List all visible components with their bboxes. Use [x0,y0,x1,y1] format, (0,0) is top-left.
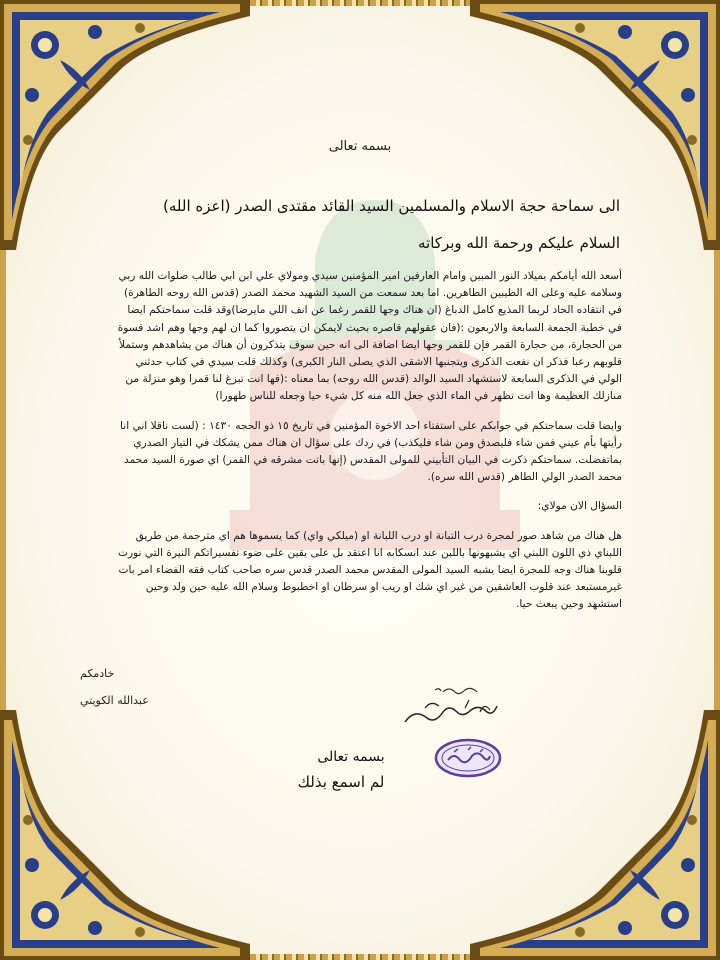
ornament-corner-bottom-right [470,710,720,960]
official-seal [434,738,502,778]
handwritten-signature [395,678,505,733]
frame-bottom-edge [250,954,470,960]
letter-addressee: الى سماحة حجة الاسلام والمسلمين السيد القائد مقتدى الصدر (اعزه الله) [163,197,620,215]
reply-text: لم اسمع بذلك [297,773,385,791]
letter-greeting: السلام عليكم ورحمة الله وبركاته [418,234,620,252]
body-paragraph: أسعد الله أيامكم بميلاد النور المبين وامام العارفين امير المؤمنين سيدي ومولاي علي ابن ابي طالب صلوات الله ربي وسلامه عليه وعلى اله الطيبين الطاهرين. اما بعد سمعت من السيد الشهيد محمد الصدر (قدس الله روحه الطاهرة) في انتقاده الحاد لربما المذيع كامل الدباغ (ان هناك وجها للقمر رغما عن انف اللي مايرضا)وقد قلت سماحتكم ايضا في خطبة الجمعة السابعة والاربعون :(فان عقولهم قاصره بحيث لايمكن ان يتصوروا كما ان لهم وجها وهم اشد قسوة من الحجارة، من حجارة القمر فإن للقمر وجها ايضا اضافة الى انه حين سوف يتذكرون أن هناك من يشاهدهم وستملأ قلوبهم رعبا فذكر ان نفعت الذكرى ويتجنبها الاشقى الذي يصلى النار الكبرى) وكذلك قلت سيدي في كتاب حدثني الولي في الذكرى السابعة لاستشهاد السيد الوالد (قدس الله روحه) بما معناه :(فها انت تبزغ لنا قمرا وهو منزلة من منازلك العظيمة وها انت تظهر في الماء الذي جعل الله منه كل شيء حيا وجعله للناس طهورا) [117,270,622,403]
basmala-heading: بسمه تعالى [328,139,392,154]
frame-left-edge [0,250,6,710]
body-paragraph: هل هناك من شاهد صور لمجرة درب التبانة او درب اللبانة او (ميلكي واي) كما يسموها هم اي مترجمة من طريق اللبناي ذي اللون اللبني اي يشبهونها باللبن عند انسكابه انا اعتقد بل على يقين على ضوء تفسيراتكم النيرة التي نورت قلوبنا هناك وجه للمجرة ايضا يشبه السيد المولى المقدس محمد الصدر قدس سره صاحب كتاب فقه الفضاء امر بات غيرمستبعد عند قلوب العاشقين من غير اي شك او ريب او سرطان او اخطبوط وسلام الله عليه حين ولد وحين استشهد وحين يبعث حيا. [117,529,622,611]
closing-salutation: خادمكم [80,667,115,680]
reply-basmala: بسمه تعالى [317,749,385,765]
frame-right-edge [714,250,720,710]
body-paragraph: وايضا قلت سماحتكم في جوابكم على استفتاء احد الاخوة المؤمنين في تاريخ ١٥ ذو الحجه ١٤٣٠ : (لست ناقلا اني انا رأيتها بأم عيني فمن شاء فليصدق ومن شاء فليكذب) في ردك على سؤال ان هناك ممن يشكك في التيار الصدري بماتفضلت. سماحتكم ذكرت في البيان التأبيني للمولى المقدس (إنها باتت مشرقه في القمر) اي صورة السيد محمد محمد الصدر الولي الطاهر (قدس الله سره). [120,419,622,484]
sender-name: عبدالله الكويتي [80,694,149,707]
frame-top-edge [250,0,470,6]
letter-body [112,268,622,626]
question-heading: السؤال الان مولاي: [537,500,622,513]
ornament-corner-bottom-left [0,710,250,960]
